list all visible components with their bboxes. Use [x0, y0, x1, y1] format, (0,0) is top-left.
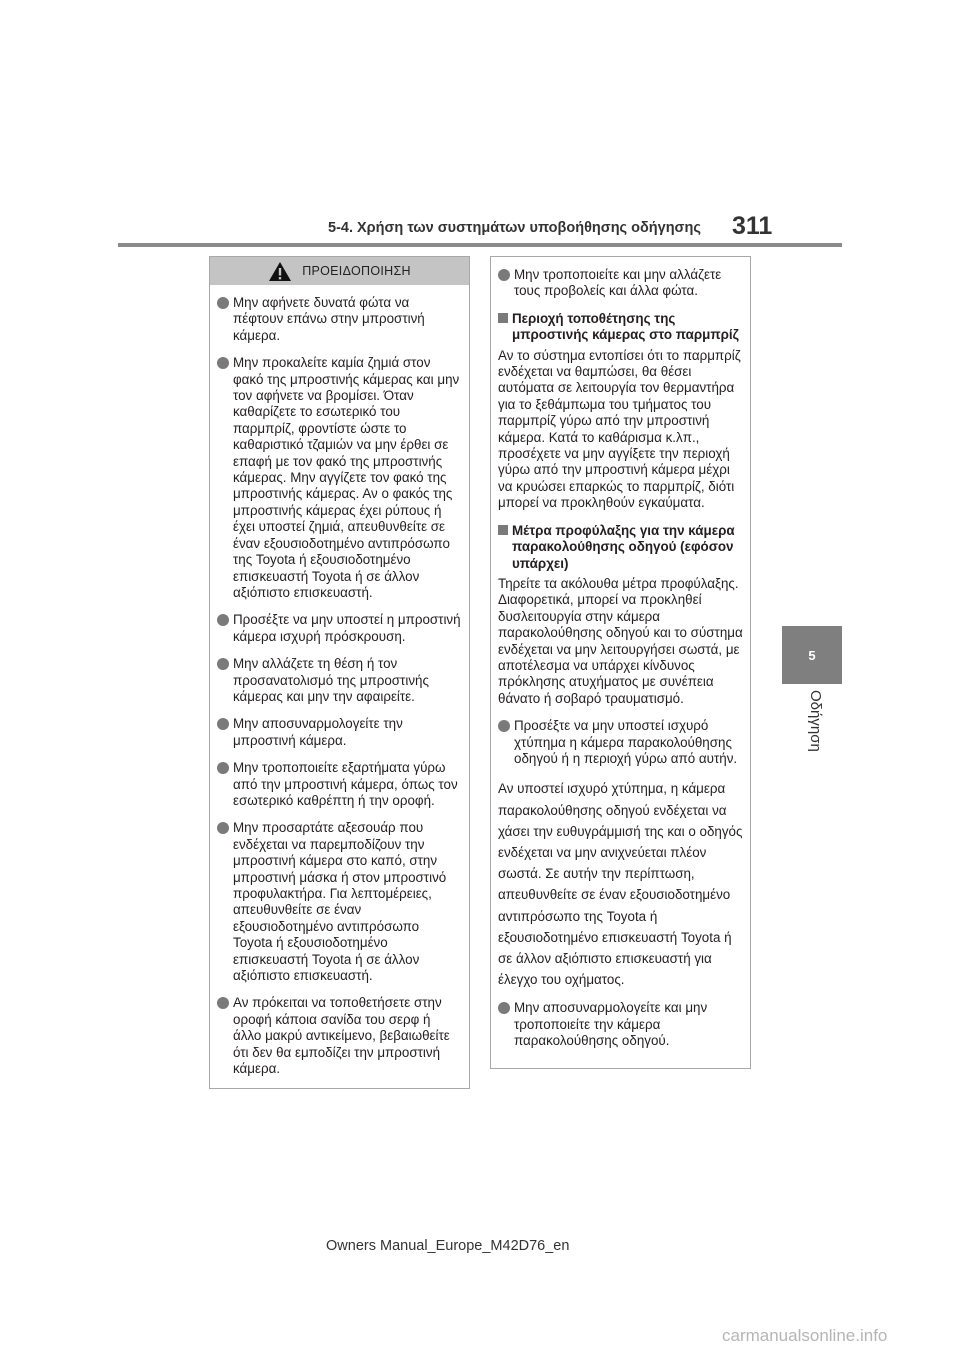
bullet-icon	[498, 720, 510, 732]
list-item	[217, 355, 462, 601]
list-item-text: Μην αλλάζετε τη θέση ή τον προσανατολισμό της μπροστινής κάμερας και μην την αφαιρείτε.	[233, 656, 429, 704]
warning-box-right	[490, 256, 751, 1069]
warning-content-left	[210, 285, 469, 1077]
warning-content-right	[491, 257, 750, 1050]
section-square-icon	[498, 313, 508, 323]
list-item	[217, 995, 462, 1077]
warning-triangle-icon	[268, 261, 292, 282]
bullet-icon	[217, 658, 229, 670]
list-item	[217, 760, 462, 809]
bullet-icon	[217, 762, 229, 774]
list-item-text: Μην τροποποιείτε εξαρτήματα γύρω από την μπροστινή κάμερα, όπως τον εσωτερικό καθρέπτη ή την οροφή.	[233, 760, 458, 808]
section-heading	[498, 523, 743, 572]
watermark: carmanualsonline.info	[722, 1326, 888, 1345]
list-item-text: Μην αποσυναρμολογείτε και μην τροποποιείτε την κάμερα παρακολούθησης οδηγού.	[514, 1000, 708, 1049]
list-item-text: Προσέξτε να μην υποστεί ισχυρό χτύπημα η κάμερα παρακολούθησης οδηγού ή η περιοχή γύρω από αυτήν.	[514, 718, 738, 766]
section-heading-text: Περιοχή τοποθέτησης της μπροστινής κάμερας στο παρμπρίζ	[512, 310, 739, 343]
bullet-icon	[217, 297, 229, 309]
bullet-icon	[217, 614, 229, 626]
footer-text: Owners Manual_Europe_M42D76_en	[326, 1238, 570, 1254]
page-number: 311	[732, 212, 773, 240]
list-item	[498, 267, 743, 300]
list-item	[498, 718, 743, 767]
section-title: 5-4. Χρήση των συστημάτων υποβοήθησης οδήγησης	[328, 220, 701, 236]
chapter-number: 5	[808, 647, 816, 663]
section-heading	[498, 311, 743, 344]
section-square-icon	[498, 525, 508, 535]
warning-title: ΠΡΟΕΙΔΟΠΟΙΗΣΗ	[302, 263, 411, 278]
list-item	[217, 612, 462, 645]
chapter-label: Οδήγηση	[807, 690, 824, 752]
bullet-icon	[217, 997, 229, 1009]
list-item-text: Μην τροποποιείτε και μην αλλάζετε τους προβολείς και άλλα φώτα.	[514, 267, 722, 299]
list-item	[498, 1000, 743, 1049]
header-divider	[118, 243, 842, 247]
list-item-text: Μην αφήνετε δυνατά φώτα να πέφτουν επάνω στην μπροστινή κάμερα.	[233, 295, 425, 343]
list-item	[217, 820, 462, 984]
paragraph: Τηρείτε τα ακόλουθα μέτρα προφύλαξης. Διαφορετικά, μπορεί να προκληθεί δυσλειτουργία στην κάμερα παρακολούθησης οδηγού και το σύστημα ενδέχεται να μην λειτουργήσει σωστά, με αποτέλεσμα να υπάρχει κίνδυνος πρόκλησης ατυχήματος με συνέπεια θάνατο ή σοβαρό τραυματισμό.	[498, 575, 743, 706]
bullet-icon	[217, 357, 229, 369]
list-item-text: Μην προκαλείτε καμία ζημιά στον φακό της μπροστινής κάμερας και μην τον αφήνετε να βρομίσει. Όταν καθαρίζετε το εσωτερικό του παρμπρίζ, φροντίστε ώστε το καθαριστικό τζαμιών να μην έρθει σε επαφή με τον φακό της μπροστινής κάμερας. Μην αγγίζετε τον φακό της μπροστινής κάμερας. Αν ο φακός της μπροστινής κάμερας έχει ρύπους ή έχει υποστεί ζημιά, απευθυνθείτε σε έναν εξουσιοδοτημένο αντιπρόσωπο της Toyota ή εξουσιοδοτημένο επισκευαστή Toyota ή σε άλλον αξιόπιστο επισκευαστή.	[233, 355, 460, 600]
chapter-tab[interactable]	[782, 626, 842, 684]
section-heading-text: Μέτρα προφύλαξης για την κάμερα παρακολούθησης οδηγού (εφόσον υπάρχει)	[512, 522, 735, 571]
paragraph: Αν υποστεί ισχυρό χτύπημα, η κάμερα παρακολούθησης οδηγού ενδέχεται να χάσει την ευθυγράμμισή της και ο οδηγός ενδέχεται να μην ανιχνεύεται πλέον σωστά. Σε αυτήν την περίπτωση, απευθυνθείτε σε έναν εξουσιοδοτημένο αντιπρόσωπο της Toyota ή εξουσιοδοτημένο επισκευαστή Toyota ή σε άλλον αξιόπιστο επισκευαστή για έλεγχο του οχήματος.	[498, 781, 743, 988]
list-item-text: Αν πρόκειται να τοποθετήσετε στην οροφή κάποια σανίδα του σερφ ή άλλο μακρύ αντικείμενο, βεβαιωθείτε ότι δεν θα εμποδίζει την μπροστινή κάμερα.	[233, 995, 450, 1077]
list-item-text: Μην προσαρτάτε αξεσουάρ που ενδέχεται να παρεμποδίζουν την μπροστινή κάμερα στο καπό, στην μπροστινή μάσκα ή στον μπροστινό προφυλακτήρα. Για λεπτομέρειες, απευθυνθείτε σε έναν εξουσιοδοτημένο αντιπρόσωπο Toyota ή εξουσιοδοτημένο επισκευαστή Toyota ή σε άλλον αξιόπιστο επισκευαστή.	[233, 820, 447, 984]
list-item	[217, 295, 462, 344]
list-item	[217, 656, 462, 705]
paragraph: Αν το σύστημα εντοπίσει ότι το παρμπρίζ ενδέχεται να θαμπώσει, θα θέσει αυτόματα σε λειτουργία τον θερμαντήρα για το ξεθάμπωμα του τμήματος του παρμπρίζ γύρω από την μπροστινή κάμερα. Κατά το καθάρισμα κ.λπ., προσέχετε να μην αγγίξετε την περιοχή γύρω από την μπροστινή κάμερα μέχρι να κρυώσει επαρκώς το παρμπρίζ, διότι μπορεί να προκληθούν εγκαύματα.	[498, 347, 741, 511]
bullet-icon	[217, 718, 229, 730]
bullet-icon	[498, 1002, 510, 1014]
list-item	[217, 716, 462, 749]
list-item-text: Προσέξτε να μην υποστεί η μπροστινή κάμερα ισχυρή πρόσκρουση.	[233, 612, 461, 644]
warning-box-left	[209, 256, 470, 1089]
bullet-icon	[498, 269, 510, 281]
bullet-icon	[217, 822, 229, 834]
list-item-text: Μην αποσυναρμολογείτε την μπροστινή κάμερα.	[233, 716, 403, 748]
warning-header	[210, 257, 469, 285]
